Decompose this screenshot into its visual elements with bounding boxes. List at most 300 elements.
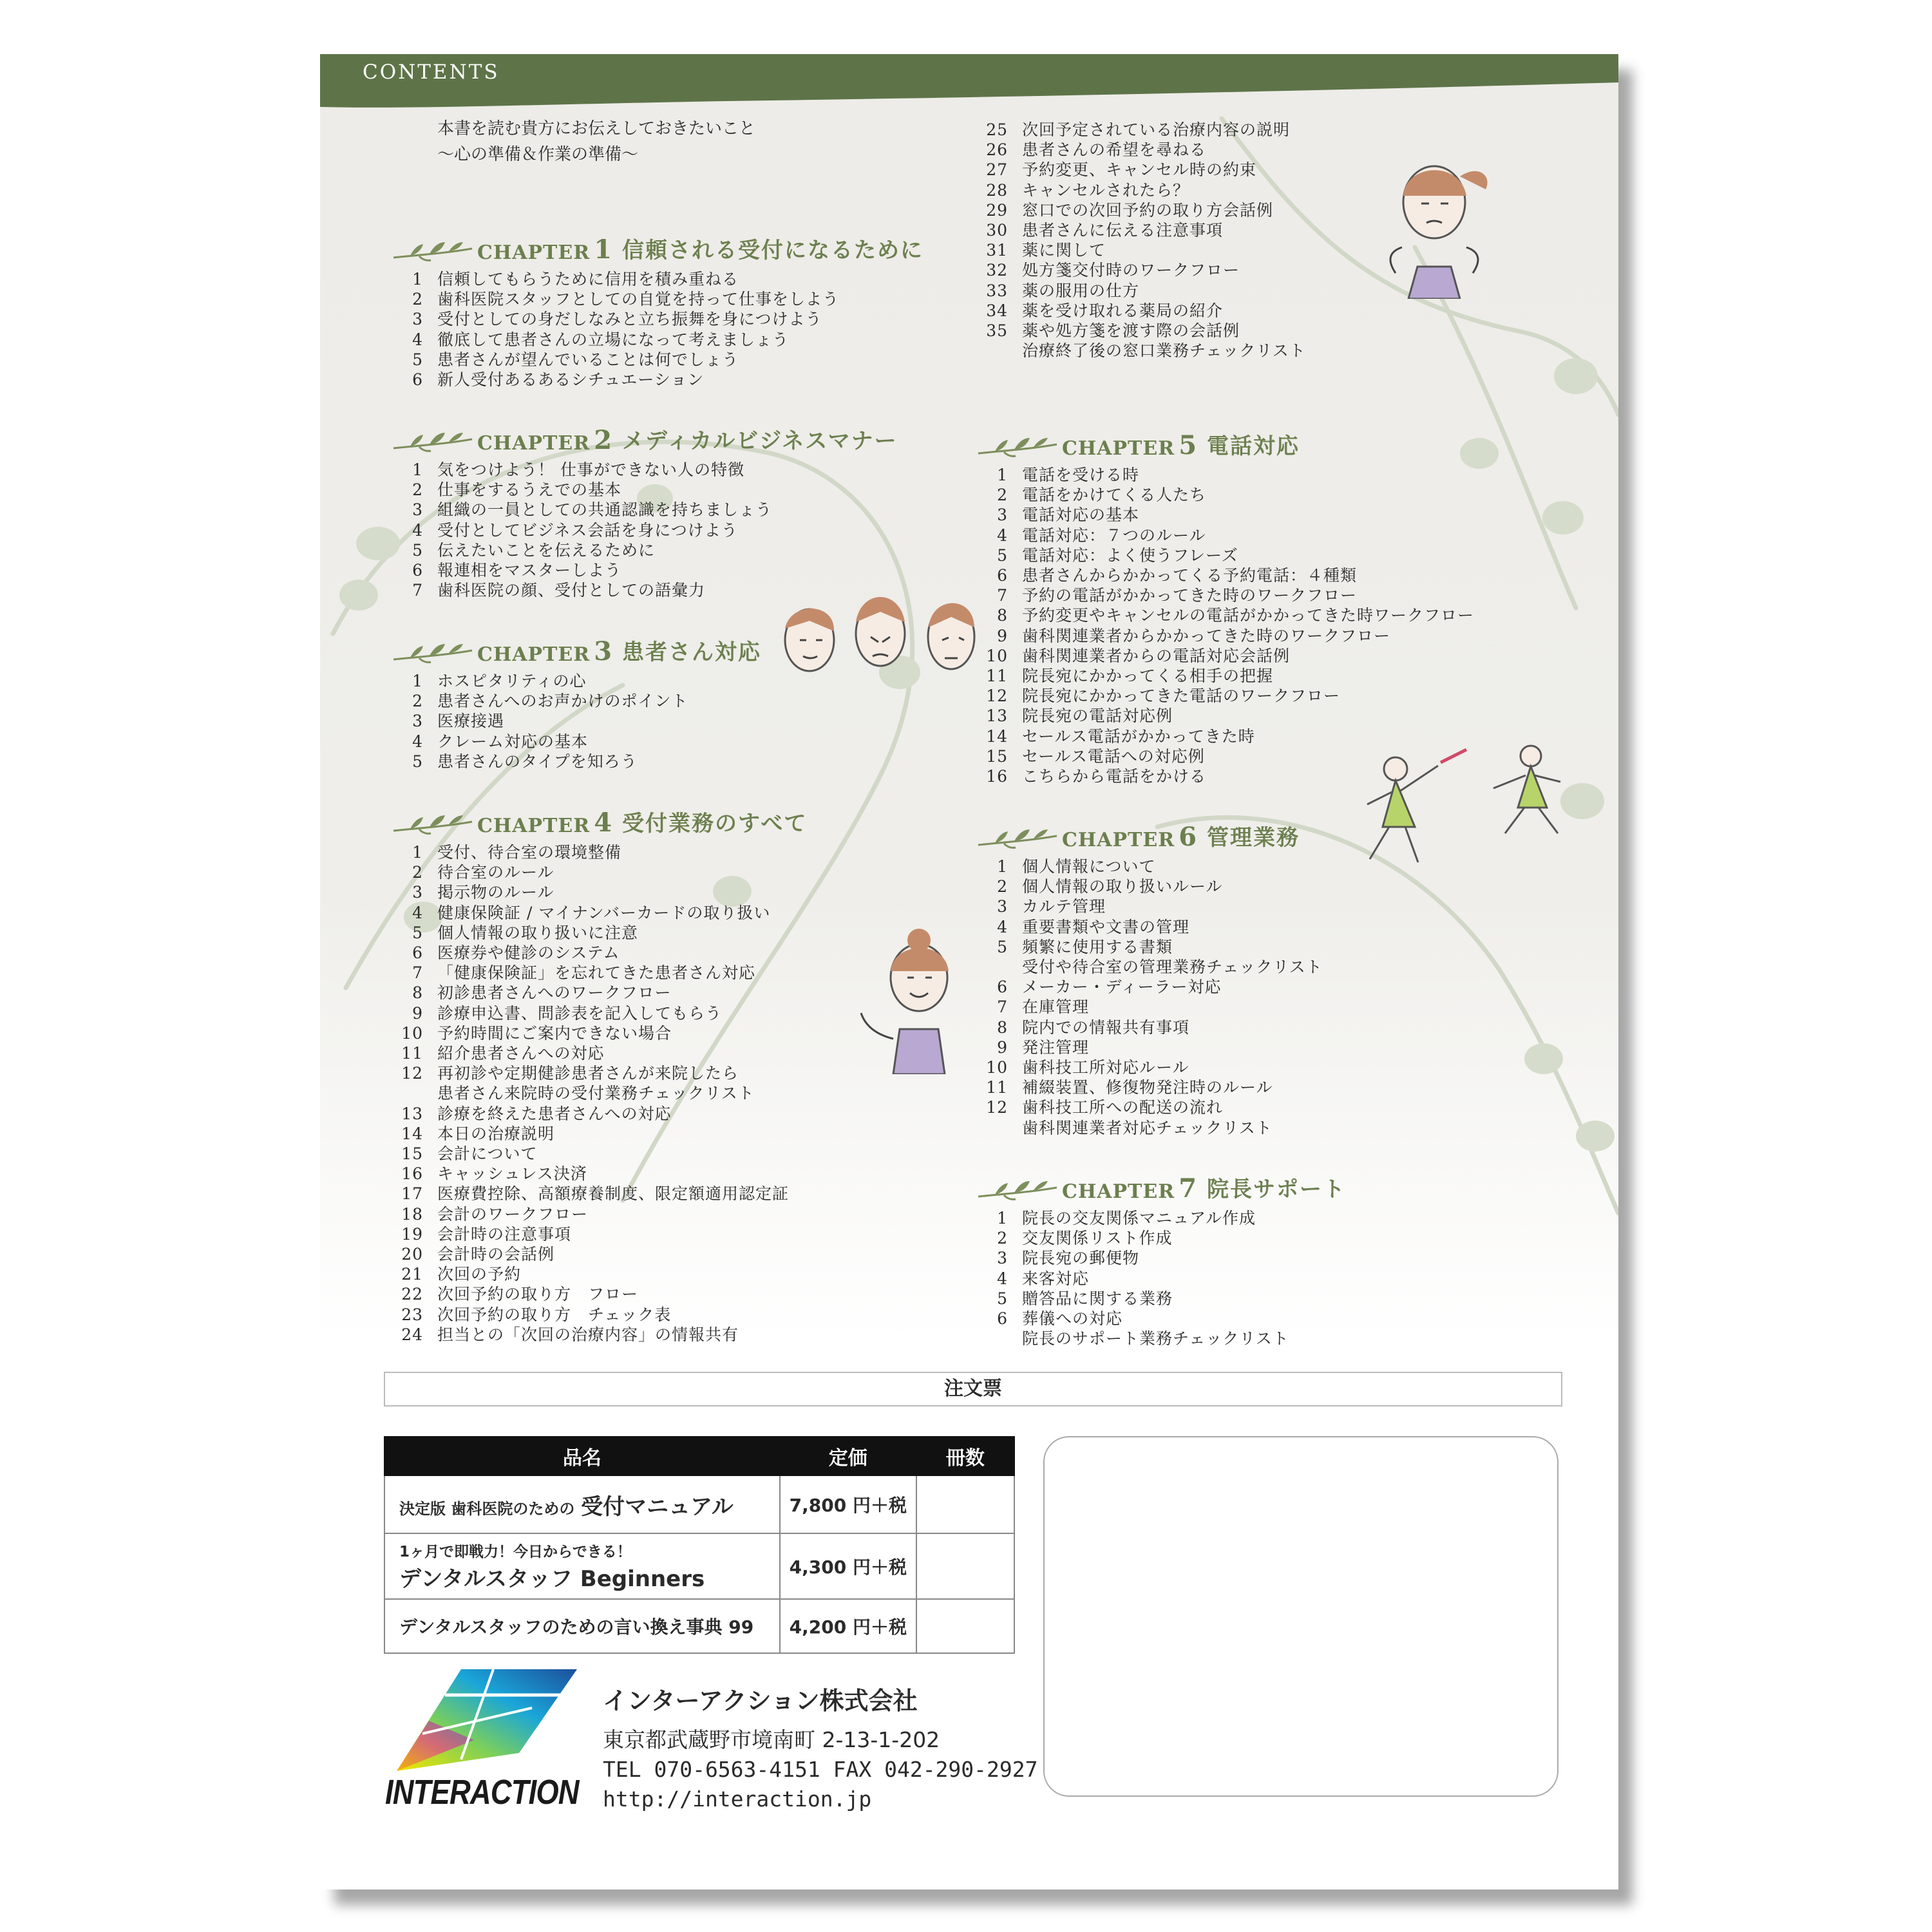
item-number: 6 <box>997 978 1008 997</box>
chapter-number: 1 <box>594 234 612 265</box>
chapter-5 <box>976 420 1474 786</box>
chapter-title: 院長サポート <box>1207 1177 1347 1202</box>
leaf-sprig-icon <box>976 434 1059 460</box>
chapter-2 <box>391 415 898 600</box>
item-title: 受付や待合室の管理業務チェックリスト <box>1022 958 1323 977</box>
item-number: 12 <box>986 687 1008 706</box>
item-number: 12 <box>401 1064 423 1083</box>
chapter-item-list <box>391 671 761 772</box>
list-item <box>976 686 1474 706</box>
item-number: 5 <box>412 752 423 771</box>
item-number: 12 <box>986 1098 1008 1117</box>
chapter-item-list <box>976 120 1306 361</box>
chapter-item-list <box>391 269 923 390</box>
item-title: 補綴装置、修復物発注時のルール <box>1022 1078 1273 1097</box>
chapter-item-list <box>976 857 1323 1138</box>
chapter-label: CHAPTER <box>477 242 591 264</box>
list-item <box>976 301 1306 321</box>
list-item <box>976 485 1474 505</box>
quantity-cell[interactable] <box>916 1533 1014 1599</box>
list-item <box>391 480 898 500</box>
item-number: 4 <box>412 330 423 349</box>
item-title: 会計時の会話例 <box>437 1245 555 1264</box>
item-title: クレーム対応の基本 <box>437 732 589 751</box>
list-item <box>391 1284 807 1304</box>
item-number: 21 <box>401 1265 423 1284</box>
item-title: 健康保険証 / マイナンバーカードの取り扱い <box>437 903 771 922</box>
list-item <box>976 200 1306 220</box>
product-price: 7,800 円＋税 <box>780 1475 916 1533</box>
list-item <box>391 882 807 902</box>
item-number: 8 <box>997 606 1008 625</box>
list-item <box>976 526 1474 545</box>
item-number: 34 <box>986 301 1008 320</box>
product-name <box>384 1475 780 1533</box>
list-item <box>391 903 807 923</box>
chapter-1 <box>391 224 923 390</box>
list-item <box>976 1118 1323 1138</box>
item-number: 1 <box>997 466 1008 484</box>
item-number: 7 <box>412 963 423 983</box>
leaf-sprig-icon <box>976 1177 1059 1203</box>
item-number: 3 <box>412 883 423 902</box>
item-title: 会計について <box>437 1144 538 1164</box>
item-title: 徹底して患者さんの立場になって考えましょう <box>437 330 790 349</box>
chapter-label: CHAPTER <box>1062 1180 1175 1203</box>
item-title: 紹介患者さんへの対応 <box>437 1044 605 1063</box>
chapter-4 <box>391 797 807 1345</box>
list-item <box>391 1023 807 1043</box>
list-item <box>976 140 1306 160</box>
list-item <box>391 309 923 329</box>
item-title: 重要書類や文書の管理 <box>1022 917 1190 936</box>
item-number: 3 <box>412 712 423 731</box>
list-item <box>391 1043 807 1063</box>
list-item <box>976 260 1306 280</box>
item-title: 葬儀への対応 <box>1022 1309 1123 1329</box>
item-title: 医療券や健診のシステム <box>437 943 620 963</box>
chapter-label: CHAPTER <box>477 815 591 837</box>
item-number: 29 <box>986 200 1008 220</box>
item-number: 8 <box>997 1018 1008 1037</box>
item-number: 16 <box>401 1164 423 1184</box>
three-faces-illustration <box>771 576 990 679</box>
item-title: 予約時間にご案内できない場合 <box>437 1023 672 1043</box>
product-main: 受付マニュアル <box>581 1493 734 1520</box>
item-title: 院長宛にかかってきた電話のワークフロー <box>1022 687 1341 706</box>
chapter-title: 信頼される受付になるために <box>622 238 924 263</box>
list-item <box>976 1309 1346 1329</box>
list-item <box>976 857 1323 876</box>
item-number: 2 <box>997 877 1008 896</box>
chapter-number: 3 <box>594 636 612 667</box>
list-item <box>391 350 923 370</box>
header-product-name: 品名 <box>384 1437 780 1475</box>
item-number: 14 <box>986 726 1008 746</box>
item-number: 8 <box>412 983 423 1003</box>
item-title: 患者さんへのお声かけのポイント <box>437 692 688 711</box>
list-item <box>976 220 1306 240</box>
item-number: 24 <box>401 1325 423 1344</box>
list-item <box>976 1077 1323 1097</box>
item-number: 7 <box>412 581 423 600</box>
order-row-2 <box>384 1533 1014 1599</box>
item-number: 7 <box>997 998 1008 1017</box>
chapter-number: 5 <box>1179 430 1197 460</box>
list-item <box>391 330 923 350</box>
list-item <box>976 605 1474 625</box>
list-item <box>976 876 1323 896</box>
company-name: インターアクション株式会社 <box>603 1687 918 1715</box>
chapter-number: 7 <box>1179 1173 1197 1204</box>
item-title: 次回予定されている治療内容の説明 <box>1022 120 1291 139</box>
item-title: 院長のサポート業務チェックリスト <box>1022 1329 1289 1349</box>
item-title: 電話対応の基本 <box>1022 506 1140 525</box>
chapter-title: 電話対応 <box>1207 433 1300 459</box>
item-title: 「健康保険証」を忘れてきた患者さん対応 <box>437 963 756 983</box>
item-number: 2 <box>997 486 1008 505</box>
list-item <box>391 1003 807 1023</box>
item-number: 7 <box>997 586 1008 605</box>
list-item <box>976 1097 1323 1117</box>
list-item <box>976 937 1323 957</box>
item-title: 来客対応 <box>1022 1269 1090 1288</box>
chapter-label: CHAPTER <box>477 432 591 455</box>
item-title: 初診患者さんへのワークフロー <box>437 983 672 1003</box>
address-entry-box[interactable] <box>1043 1436 1558 1797</box>
product-price: 4,200 円＋税 <box>780 1599 916 1653</box>
item-title: 歯科関連業者対応チェックリスト <box>1022 1118 1273 1137</box>
item-number: 4 <box>412 732 423 751</box>
item-title: 会計時の注意事項 <box>437 1224 572 1244</box>
list-item <box>391 1325 807 1345</box>
item-title: 発注管理 <box>1022 1037 1090 1057</box>
item-title: 院長宛の郵便物 <box>1022 1249 1140 1268</box>
list-item <box>976 180 1306 200</box>
chapter-6 <box>976 811 1323 1138</box>
item-number: 6 <box>412 943 423 963</box>
item-number: 11 <box>986 667 1008 686</box>
chapter-item-list <box>391 842 807 1345</box>
product-prefix: 決定版 歯科医院のための <box>399 1499 575 1518</box>
item-number: 15 <box>401 1144 423 1164</box>
chapter-4-continued <box>976 115 1306 361</box>
list-item <box>391 842 807 862</box>
list-item <box>391 1244 807 1264</box>
list-item <box>391 269 923 289</box>
item-title: 患者さんが望んでいることは何でしょう <box>437 350 739 369</box>
item-title: 処方箋交付時のワークフロー <box>1022 261 1240 280</box>
item-title: 電話を受ける時 <box>1022 466 1140 484</box>
item-number: 5 <box>412 923 423 942</box>
product-name <box>384 1599 780 1653</box>
item-title: 次回予約の取り方 チェック表 <box>437 1305 672 1324</box>
item-number: 5 <box>997 937 1008 956</box>
item-title: 電話対応：よく使うフレーズ <box>1022 545 1238 565</box>
waving-girl-illustration <box>848 926 977 1074</box>
leaf-sprig-icon <box>391 429 475 455</box>
item-number: 28 <box>986 180 1008 200</box>
item-number: 16 <box>986 767 1008 786</box>
item-number: 6 <box>997 566 1008 585</box>
item-title: 在庫管理 <box>1022 998 1090 1017</box>
item-title: 予約の電話がかかってきた時のワークフロー <box>1022 586 1358 605</box>
item-title: 薬の服用の仕方 <box>1022 281 1140 300</box>
quantity-cell[interactable] <box>916 1475 1014 1533</box>
item-title: 歯科技工所への配送の流れ <box>1022 1098 1224 1117</box>
item-title: メーカー・ディーラー対応 <box>1022 978 1222 997</box>
item-number: 32 <box>986 261 1008 280</box>
list-item <box>976 281 1306 301</box>
item-number: 10 <box>986 646 1008 665</box>
list-item <box>976 1037 1323 1057</box>
list-item <box>391 691 761 711</box>
item-title: カルテ管理 <box>1022 897 1106 916</box>
chapter-title: 管理業務 <box>1207 825 1300 851</box>
item-title: 窓口での次回予約の取り方会話例 <box>1022 200 1274 220</box>
item-number: 4 <box>997 917 1008 936</box>
item-title: 担当との「次回の治療内容」の情報共有 <box>437 1325 739 1344</box>
item-number: 1 <box>412 843 423 862</box>
item-number: 6 <box>412 370 423 390</box>
item-number: 6 <box>412 561 423 580</box>
item-title: 歯科技工所対応ルール <box>1022 1058 1189 1077</box>
item-number: 2 <box>997 1229 1008 1248</box>
item-number: 6 <box>997 1309 1008 1329</box>
list-item <box>976 565 1474 585</box>
item-number: 13 <box>401 1104 423 1123</box>
item-number: 4 <box>412 903 423 922</box>
item-number: 14 <box>401 1124 423 1143</box>
chapter-heading <box>391 797 807 837</box>
chapter-heading <box>976 1163 1346 1203</box>
item-number: 31 <box>986 241 1008 260</box>
chapter-number: 6 <box>1179 822 1197 852</box>
item-title: 予約変更やキャンセルの電話がかかってきた時ワークフロー <box>1022 606 1475 625</box>
list-item <box>391 671 761 691</box>
company-info <box>603 1681 1038 1814</box>
list-item <box>976 321 1306 341</box>
list-item <box>391 1184 807 1204</box>
item-number: 5 <box>997 1289 1008 1308</box>
item-number: 11 <box>986 1078 1008 1097</box>
list-item <box>976 545 1474 565</box>
list-item <box>976 917 1323 937</box>
item-title: キャンセルされたら？ <box>1022 180 1190 200</box>
item-number: 19 <box>401 1224 423 1244</box>
item-number: 10 <box>986 1058 1008 1077</box>
item-title: 頻繁に使用する書類 <box>1022 937 1173 956</box>
item-number: 4 <box>997 1269 1008 1288</box>
list-item <box>976 160 1306 180</box>
list-item <box>391 1124 807 1144</box>
item-number: 5 <box>412 540 423 560</box>
worried-girl-illustration <box>1363 151 1505 299</box>
chapter-label: CHAPTER <box>1062 829 1175 851</box>
item-title: 歯科医院の顔、受付としての語彙力 <box>437 581 706 600</box>
list-item <box>976 646 1474 666</box>
chapter-heading <box>976 811 1323 851</box>
item-title: 報連相をマスターしよう <box>437 561 622 580</box>
item-title: 薬を受け取れる薬局の紹介 <box>1022 301 1224 320</box>
item-title: 医療費控除、高額療養制度、限定額適用認定証 <box>437 1184 790 1204</box>
list-item <box>976 120 1306 140</box>
item-number: 15 <box>986 746 1008 766</box>
list-item <box>976 957 1323 977</box>
item-number: 2 <box>412 480 423 500</box>
list-item <box>391 1063 807 1083</box>
item-number: 1 <box>412 270 423 289</box>
list-item <box>976 626 1474 646</box>
list-item <box>391 1305 807 1325</box>
item-number: 3 <box>997 1249 1008 1268</box>
item-title: 組織の一員としての共通認識を持ちましょう <box>437 500 773 520</box>
list-item <box>976 1018 1323 1037</box>
item-title: 受付、待合室の環境整備 <box>437 843 622 862</box>
item-title: 仕事をするうえでの基本 <box>437 480 622 500</box>
item-number: 3 <box>412 500 423 520</box>
list-item <box>391 289 923 309</box>
list-item <box>391 732 761 752</box>
item-number: 17 <box>401 1184 423 1204</box>
item-title: 次回の予約 <box>437 1265 522 1284</box>
item-title: 再初診や定期健診患者さんが来院したら <box>437 1064 739 1083</box>
header-price: 定価 <box>780 1437 916 1475</box>
item-title: 患者さんのタイプを知ろう <box>437 752 638 771</box>
order-row-3 <box>384 1599 1014 1653</box>
item-number: 3 <box>997 506 1008 525</box>
order-form-title: 注文票 <box>384 1372 1562 1406</box>
item-number: 1 <box>997 857 1008 876</box>
product-price: 4,300 円＋税 <box>780 1533 916 1599</box>
product-name <box>384 1533 780 1599</box>
product-prefix: 1ヶ月で即戦力！今日からできる！ <box>399 1544 632 1560</box>
header-band <box>320 54 1618 112</box>
item-title: 歯科関連業者からの電話対応会話例 <box>1022 646 1291 665</box>
chapter-7 <box>976 1163 1346 1349</box>
running-girls-illustration <box>1338 737 1595 878</box>
list-item <box>976 896 1323 916</box>
list-item <box>391 963 807 983</box>
item-number: 2 <box>412 290 423 309</box>
company-phone-fax: TEL 070-6563-4151 FAX 042-290-2927 <box>603 1757 1038 1782</box>
item-number: 5 <box>412 350 423 369</box>
item-title: 院長の交友関係マニュアル作成 <box>1022 1209 1256 1227</box>
item-title: 診療申込書、問診表を記入してもらう <box>437 1003 723 1023</box>
item-title: 贈答品に関する業務 <box>1022 1289 1173 1308</box>
item-number: 30 <box>986 221 1008 240</box>
item-title: 薬に関して <box>1022 241 1106 260</box>
item-title: 医療接遇 <box>437 712 505 731</box>
item-title: ホスピタリティの心 <box>437 672 587 690</box>
list-item <box>391 1083 807 1103</box>
list-item <box>976 1269 1346 1289</box>
list-item <box>391 1224 807 1244</box>
chapter-title: メディカルビジネスマナー <box>622 428 898 454</box>
list-item <box>976 465 1474 485</box>
item-title: 交友関係リスト作成 <box>1022 1229 1173 1248</box>
item-title: 治療終了後の窓口業務チェックリスト <box>1022 341 1306 361</box>
order-table-header <box>384 1437 1014 1475</box>
item-title: こちらから電話をかける <box>1022 767 1207 786</box>
item-title: 掲示物のルール <box>437 883 554 902</box>
item-number: 1 <box>997 1209 1008 1227</box>
item-number: 10 <box>401 1023 423 1043</box>
item-title: 個人情報の取り扱いルール <box>1022 877 1223 896</box>
header-quantity: 冊数 <box>916 1437 1014 1475</box>
item-title: キャッシュレス決済 <box>437 1164 587 1184</box>
leaf-sprig-icon <box>391 640 475 666</box>
list-item <box>391 1164 807 1184</box>
item-title: 電話対応：７つのルール <box>1022 526 1206 545</box>
item-number: 4 <box>997 526 1008 545</box>
item-number: 18 <box>401 1204 423 1224</box>
item-title: 待合室のルール <box>437 863 554 882</box>
list-item <box>976 585 1474 605</box>
item-title: 電話をかけてくる人たち <box>1022 486 1207 505</box>
product-main: デンタルスタッフ Beginners <box>399 1566 705 1592</box>
item-title: 患者さんに伝える注意事項 <box>1022 221 1224 240</box>
chapter-item-list <box>976 1208 1346 1349</box>
item-number: 2 <box>412 863 423 882</box>
item-number: 2 <box>412 692 423 711</box>
item-number: 23 <box>401 1305 423 1324</box>
item-title: セールス電話がかかってきた時 <box>1022 726 1255 746</box>
list-item <box>391 943 807 963</box>
list-item <box>391 711 761 731</box>
chapter-3 <box>391 626 761 772</box>
item-title: 本日の治療説明 <box>437 1124 555 1143</box>
intro-line-2: 〜心の準備＆作業の準備〜 <box>437 145 639 164</box>
brochure-page <box>320 54 1618 1889</box>
list-item <box>391 1104 807 1124</box>
item-title: 院長宛にかかってくる相手の把握 <box>1022 667 1274 686</box>
list-item <box>976 977 1323 997</box>
product-main: デンタルスタッフのための言い換え事典 99 <box>399 1616 754 1638</box>
item-title: 予約変更、キャンセル時の約束 <box>1022 160 1257 180</box>
list-item <box>391 923 807 943</box>
list-item <box>391 1204 807 1224</box>
item-title: 信頼してもらうために信用を積み重ねる <box>437 270 739 289</box>
item-title: 受付としてビジネス会話を身につけよう <box>437 520 738 540</box>
item-number: 35 <box>986 321 1008 341</box>
list-item <box>976 997 1323 1017</box>
list-item <box>391 983 807 1003</box>
quantity-cell[interactable] <box>916 1599 1014 1653</box>
company-address: 東京都武蔵野市境南町 2-13-1-202 <box>603 1727 940 1752</box>
item-title: 個人情報の取り扱いに注意 <box>437 923 639 942</box>
order-table <box>384 1436 1015 1654</box>
list-item <box>976 1208 1346 1228</box>
list-item <box>391 370 923 390</box>
list-item <box>976 1289 1346 1309</box>
company-url[interactable]: http://interaction.jp <box>603 1786 872 1812</box>
item-number: 3 <box>412 310 423 329</box>
item-title: 会計のワークフロー <box>437 1204 589 1224</box>
item-number: 27 <box>986 160 1008 180</box>
order-row-1 <box>384 1475 1014 1533</box>
item-title: 薬や処方箋を渡す際の会話例 <box>1022 321 1240 341</box>
intro-text <box>437 116 755 167</box>
item-number: 22 <box>401 1285 423 1304</box>
chapter-label: CHAPTER <box>1062 437 1175 460</box>
item-title: 伝えたいことを伝えるために <box>437 540 656 560</box>
item-number: 3 <box>997 897 1008 916</box>
item-title: 受付としての身だしなみと立ち振舞を身につけよう <box>437 310 822 329</box>
item-title: 次回予約の取り方 フロー <box>437 1285 639 1304</box>
chapter-heading <box>391 415 898 455</box>
list-item <box>391 752 761 772</box>
